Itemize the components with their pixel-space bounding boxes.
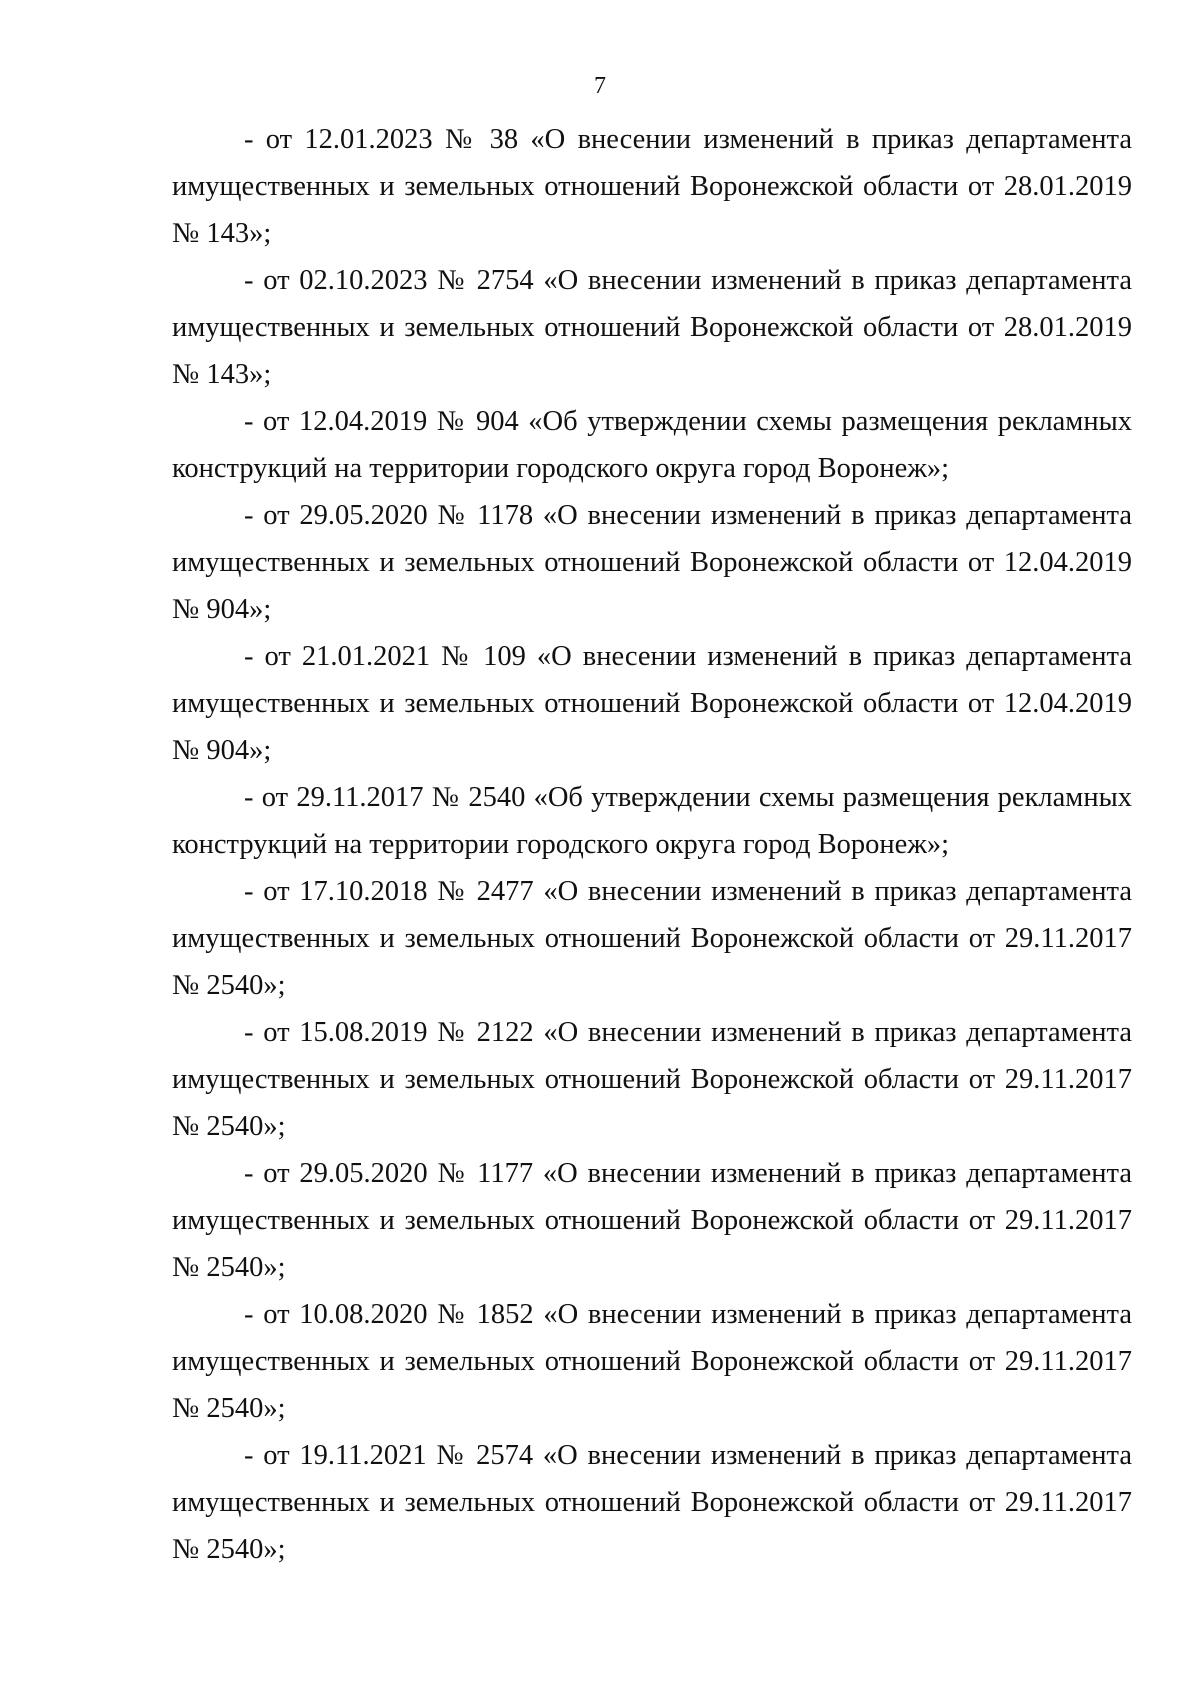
page-number: 7 xyxy=(594,73,606,99)
list-item: - от 02.10.2023 № 2754 «О внесении изменений в приказ департамента имущественных и земельных отношений Воронежской области от 28.01.2019 № 143»; xyxy=(172,265,1132,390)
list-item: - от 29.11.2017 № 2540 «Об утверждении схемы размещения рекламных конструкций на территории городского округа город Воронеж»; xyxy=(172,782,1132,860)
list-item: - от 29.05.2020 № 1177 «О внесении изменений в приказ департамента имущественных и земельных отношений Воронежской области от 29.11.2017 № 2540»; xyxy=(172,1158,1132,1283)
list-item: - от 17.10.2018 № 2477 «О внесении изменений в приказ департамента имущественных и земельных отношений Воронежской области от 29.11.2017 № 2540»; xyxy=(172,876,1132,1001)
list-item: - от 10.08.2020 № 1852 «О внесении изменений в приказ департамента имущественных и земельных отношений Воронежской области от 29.11.2017 № 2540»; xyxy=(172,1299,1132,1424)
list-item: - от 15.08.2019 № 2122 «О внесении изменений в приказ департамента имущественных и земельных отношений Воронежской области от 29.11.2017 № 2540»; xyxy=(172,1017,1132,1142)
list-item: - от 12.01.2023 № 38 «О внесении изменений в приказ департамента имущественных и земельных отношений Воронежской области от 28.01.2019 № 143»; xyxy=(172,124,1132,249)
list-item: - от 19.11.2021 № 2574 «О внесении изменений в приказ департамента имущественных и земельных отношений Воронежской области от 29.11.2017 № 2540»; xyxy=(172,1440,1132,1565)
list-item: - от 21.01.2021 № 109 «О внесении изменений в приказ департамента имущественных и земельных отношений Воронежской области от 12.04.2019 № 904»; xyxy=(172,641,1132,766)
list-item: - от 12.04.2019 № 904 «Об утверждении схемы размещения рекламных конструкций на территории городского округа город Воронеж»; xyxy=(172,406,1132,484)
document-body xyxy=(172,116,1132,1573)
list-item: - от 29.05.2020 № 1178 «О внесении изменений в приказ департамента имущественных и земельных отношений Воронежской области от 12.04.2019 № 904»; xyxy=(172,500,1132,625)
